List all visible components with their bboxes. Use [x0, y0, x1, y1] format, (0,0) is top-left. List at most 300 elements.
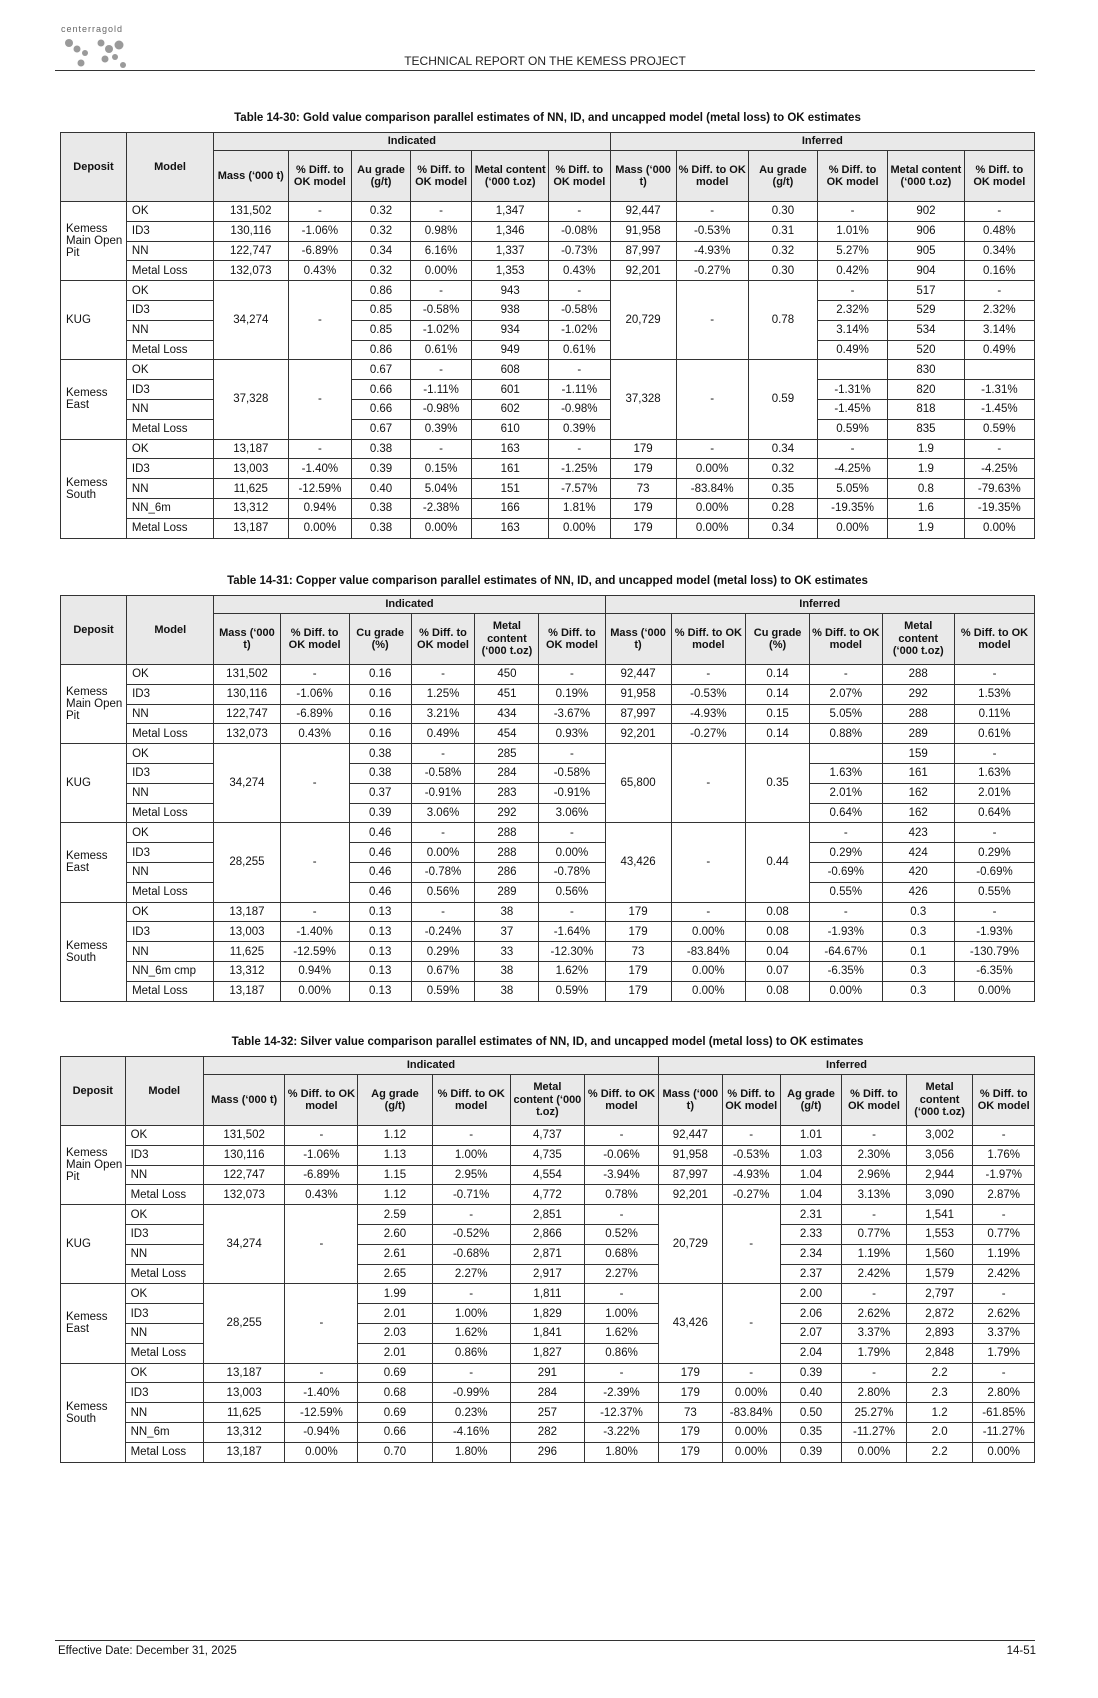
value-cell: 0.00%: [964, 518, 1034, 538]
value-cell: 0.00%: [280, 981, 349, 1001]
page-number: 14-51: [1006, 1645, 1036, 1657]
table-row: [61, 241, 1035, 261]
column-header-model: Model: [125, 1057, 203, 1126]
value-cell: 0.08: [746, 922, 810, 942]
table-row: [61, 862, 1035, 882]
table-row: [61, 724, 1035, 744]
column-header: % Diff. to OK model: [671, 614, 746, 665]
value-cell: -: [964, 439, 1034, 459]
value-cell: 2.00: [780, 1284, 841, 1304]
value-cell: 934: [472, 320, 549, 340]
deposit-cell: KUG: [61, 1205, 126, 1284]
value-cell: 2,893: [906, 1323, 973, 1343]
value-cell: 2,872: [906, 1304, 973, 1324]
model-cell: NN: [126, 399, 213, 419]
column-header: Metal content (‘000 t.oz): [906, 1075, 973, 1126]
page-header: [55, 18, 1035, 70]
model-cell: Metal Loss: [125, 1343, 203, 1363]
table-row: [61, 439, 1035, 459]
value-cell: -: [432, 1363, 510, 1383]
value-cell: 1,553: [906, 1224, 973, 1244]
value-cell: 0.59%: [817, 419, 887, 439]
value-cell: 132,073: [203, 1185, 285, 1205]
value-cell: 2,871: [510, 1244, 584, 1264]
model-cell: NN_6m: [126, 498, 213, 518]
model-cell: OK: [126, 360, 213, 380]
value-cell: -83.84%: [722, 1403, 780, 1423]
value-cell: 451: [475, 684, 539, 704]
value-cell: 0.00%: [285, 1442, 358, 1462]
value-cell: 4,735: [510, 1145, 584, 1165]
model-cell: NN: [127, 783, 214, 803]
value-cell: -: [288, 281, 352, 360]
value-cell: -3.94%: [584, 1165, 658, 1185]
value-cell: 0.43%: [280, 724, 349, 744]
value-cell: 0.00%: [410, 261, 472, 281]
value-cell: 2.2: [906, 1442, 973, 1462]
value-cell: -: [964, 281, 1034, 301]
table-caption: Table 14-32: Silver value comparison parallel estimates of NN, ID, and uncapped model (metal loss) to OK estimates: [231, 1036, 864, 1048]
table-row: [61, 1185, 1035, 1205]
value-cell: 0.66: [358, 1422, 432, 1442]
model-cell: Metal Loss: [127, 882, 214, 902]
model-cell: NN: [126, 320, 213, 340]
value-cell: 0.61%: [954, 724, 1034, 744]
value-cell: -: [817, 202, 887, 222]
value-cell: -12.59%: [285, 1403, 358, 1423]
value-cell: 2.32%: [817, 300, 887, 320]
deposit-cell: Kemess Main Open Pit: [61, 665, 127, 744]
value-cell: 38: [475, 902, 539, 922]
model-cell: Metal Loss: [126, 518, 213, 538]
column-header: Cu grade (%): [349, 614, 411, 665]
value-cell: 3,090: [906, 1185, 973, 1205]
value-cell: 3.37%: [842, 1323, 907, 1343]
value-cell: 2,944: [906, 1165, 973, 1185]
value-cell: 0.00%: [722, 1383, 780, 1403]
value-cell: -: [411, 665, 475, 685]
model-cell: Metal Loss: [127, 981, 214, 1001]
value-cell: 0.14: [746, 665, 810, 685]
value-cell: -: [810, 902, 882, 922]
value-cell: 0.38: [349, 763, 411, 783]
value-cell: 1.19%: [973, 1244, 1035, 1264]
value-cell: 0.00%: [842, 1442, 907, 1462]
value-cell: 0.64%: [954, 803, 1034, 823]
value-cell: -: [954, 744, 1034, 764]
value-cell: 0.19%: [539, 684, 605, 704]
model-cell: ID3: [126, 221, 213, 241]
value-cell: 423: [882, 823, 954, 843]
value-cell: 13,312: [203, 1422, 285, 1442]
value-cell: 0.70: [358, 1442, 432, 1462]
value-cell: 0.32: [352, 221, 410, 241]
value-cell: 0.94%: [288, 498, 352, 518]
table-row: [61, 380, 1035, 400]
value-cell: 1.62%: [539, 961, 605, 981]
value-cell: -: [411, 823, 475, 843]
value-cell: -: [584, 1363, 658, 1383]
column-header: Metal content (‘000 t.oz): [472, 151, 549, 202]
value-cell: 122,747: [214, 241, 288, 261]
value-cell: 2.32%: [964, 300, 1034, 320]
table-row: [61, 340, 1035, 360]
model-cell: ID3: [127, 922, 214, 942]
value-cell: 905: [888, 241, 965, 261]
model-cell: Metal Loss: [125, 1442, 203, 1462]
value-cell: 1.99: [358, 1284, 432, 1304]
value-cell: 0.46: [349, 843, 411, 863]
value-cell: 0.16%: [964, 261, 1034, 281]
value-cell: 0.48%: [964, 221, 1034, 241]
model-cell: OK: [125, 1126, 203, 1146]
deposit-cell: Kemess East: [61, 1284, 126, 1363]
table-caption: Table 14-31: Copper value comparison parallel estimates of NN, ID, and uncapped model (metal loss) to OK estimates: [227, 575, 868, 587]
value-cell: 0.46: [349, 862, 411, 882]
model-cell: Metal Loss: [127, 803, 214, 823]
value-cell: -: [973, 1205, 1035, 1225]
value-cell: -12.59%: [288, 479, 352, 499]
value-cell: 1,827: [510, 1343, 584, 1363]
value-cell: 2.34: [780, 1244, 841, 1264]
value-cell: -4.93%: [722, 1165, 780, 1185]
value-cell: 151: [472, 479, 549, 499]
value-cell: 1,579: [906, 1264, 973, 1284]
table-row: [61, 518, 1035, 538]
column-header: % Diff. to OK model: [842, 1075, 907, 1126]
value-cell: 0.00%: [810, 981, 882, 1001]
value-cell: -6.89%: [288, 241, 352, 261]
value-cell: 38: [475, 961, 539, 981]
value-cell: 0.34: [748, 439, 817, 459]
value-cell: 529: [888, 300, 965, 320]
column-header: % Diff. to OK model: [954, 614, 1034, 665]
value-cell: 0.52%: [584, 1224, 658, 1244]
value-cell: 2.01: [358, 1304, 432, 1324]
value-cell: 3.14%: [964, 320, 1034, 340]
column-header: Metal content (‘000 t.oz): [888, 151, 965, 202]
value-cell: 92,201: [610, 261, 676, 281]
table-row: [61, 320, 1035, 340]
value-cell: 0.29%: [810, 843, 882, 863]
table-row: [61, 419, 1035, 439]
value-cell: 0.08: [746, 902, 810, 922]
value-cell: 2.65: [358, 1264, 432, 1284]
value-cell: -0.53%: [671, 684, 746, 704]
value-cell: 0.49%: [964, 340, 1034, 360]
table-row: [61, 261, 1035, 281]
value-cell: 0.08: [746, 981, 810, 1001]
value-cell: 2.07: [780, 1323, 841, 1343]
value-cell: 1.00%: [432, 1145, 510, 1165]
value-cell: 2.33: [780, 1224, 841, 1244]
group-header-indicated: Indicated: [214, 596, 605, 614]
value-cell: 13,312: [214, 961, 280, 981]
table-row: [61, 744, 1035, 764]
column-header: Mass (‘000 t): [605, 614, 671, 665]
value-cell: 0.00%: [288, 518, 352, 538]
model-cell: NN: [126, 479, 213, 499]
value-cell: 0.85: [352, 320, 410, 340]
model-cell: ID3: [125, 1224, 203, 1244]
value-cell: 37,328: [214, 360, 288, 439]
value-cell: 0.66: [352, 380, 410, 400]
value-cell: 0.00%: [676, 498, 748, 518]
value-cell: 0.86: [352, 281, 410, 301]
value-cell: 122,747: [203, 1165, 285, 1185]
value-cell: 0.00%: [539, 843, 605, 863]
value-cell: 87,997: [659, 1165, 723, 1185]
value-cell: -: [817, 281, 887, 301]
value-cell: 0.34: [352, 241, 410, 261]
value-cell: 161: [472, 459, 549, 479]
model-cell: OK: [127, 665, 214, 685]
value-cell: 282: [510, 1422, 584, 1442]
value-cell: 92,447: [610, 202, 676, 222]
value-cell: 1,337: [472, 241, 549, 261]
value-cell: 0.42%: [817, 261, 887, 281]
gold-comparison-table-block: [60, 112, 1035, 539]
value-cell: -2.38%: [410, 498, 472, 518]
value-cell: 608: [472, 360, 549, 380]
value-cell: 3.37%: [973, 1323, 1035, 1343]
value-cell: 179: [610, 498, 676, 518]
value-cell: 0.34: [748, 518, 817, 538]
value-cell: -12.59%: [280, 942, 349, 962]
value-cell: -0.27%: [671, 724, 746, 744]
silver-comparison-table-block: [60, 1036, 1035, 1463]
value-cell: 0.07: [746, 961, 810, 981]
value-cell: -: [288, 360, 352, 439]
value-cell: 130,116: [214, 684, 280, 704]
value-cell: 5.05%: [817, 479, 887, 499]
value-cell: 1.13: [358, 1145, 432, 1165]
value-cell: 0.3: [882, 961, 954, 981]
value-cell: [817, 360, 887, 380]
value-cell: 0.00%: [671, 922, 746, 942]
value-cell: -: [722, 1205, 780, 1284]
value-cell: -1.02%: [548, 320, 610, 340]
table-row: [61, 803, 1035, 823]
value-cell: 610: [472, 419, 549, 439]
column-header: Au grade (g/t): [748, 151, 817, 202]
value-cell: 0.38: [352, 439, 410, 459]
value-cell: -4.93%: [676, 241, 748, 261]
value-cell: -: [548, 439, 610, 459]
value-cell: 0.44: [746, 823, 810, 902]
deposit-cell: Kemess East: [61, 823, 127, 902]
value-cell: -: [539, 744, 605, 764]
value-cell: 0.14: [746, 724, 810, 744]
value-cell: 2.0: [906, 1422, 973, 1442]
value-cell: 0.00%: [973, 1442, 1035, 1462]
value-cell: 6.16%: [410, 241, 472, 261]
value-cell: 131,502: [214, 665, 280, 685]
value-cell: 2.06: [780, 1304, 841, 1324]
table-row: [61, 843, 1035, 863]
table-row: [61, 479, 1035, 499]
group-header-indicated: Indicated: [214, 133, 611, 151]
deposit-cell: Kemess South: [61, 902, 127, 1001]
value-cell: 130,116: [203, 1145, 285, 1165]
value-cell: 0.85: [352, 300, 410, 320]
value-cell: 906: [888, 221, 965, 241]
value-cell: -0.52%: [432, 1224, 510, 1244]
table-row: [61, 763, 1035, 783]
value-cell: -1.06%: [280, 684, 349, 704]
value-cell: -: [548, 360, 610, 380]
value-cell: 1.12: [358, 1185, 432, 1205]
value-cell: 0.40: [352, 479, 410, 499]
model-cell: NN: [125, 1244, 203, 1264]
value-cell: 291: [510, 1363, 584, 1383]
value-cell: 13,312: [214, 498, 288, 518]
value-cell: 0.15%: [410, 459, 472, 479]
value-cell: 0.78%: [584, 1185, 658, 1205]
value-cell: 43,426: [659, 1284, 723, 1363]
value-cell: 0.00%: [722, 1442, 780, 1462]
report-title: TECHNICAL REPORT ON THE KEMESS PROJECT: [404, 54, 686, 68]
model-cell: Metal Loss: [126, 340, 213, 360]
value-cell: 2.27%: [432, 1264, 510, 1284]
value-cell: 2.80%: [842, 1383, 907, 1403]
footer-rule: [55, 1640, 1035, 1641]
value-cell: 1.62%: [584, 1323, 658, 1343]
table-row: [61, 823, 1035, 843]
value-cell: 73: [605, 942, 671, 962]
value-cell: 2.60: [358, 1224, 432, 1244]
value-cell: 0.55%: [810, 882, 882, 902]
value-cell: 0.11%: [954, 704, 1034, 724]
value-cell: -: [722, 1363, 780, 1383]
value-cell: 288: [882, 665, 954, 685]
value-cell: 602: [472, 399, 549, 419]
value-cell: 2.87%: [973, 1185, 1035, 1205]
deposit-cell: Kemess Main Open Pit: [61, 202, 127, 281]
model-cell: OK: [126, 439, 213, 459]
value-cell: 1,560: [906, 1244, 973, 1264]
value-cell: -0.27%: [676, 261, 748, 281]
value-cell: -0.78%: [411, 862, 475, 882]
deposit-cell: Kemess South: [61, 439, 127, 538]
value-cell: 2.04: [780, 1343, 841, 1363]
value-cell: 283: [475, 783, 539, 803]
value-cell: 179: [659, 1442, 723, 1462]
value-cell: 2.2: [906, 1363, 973, 1383]
value-cell: -: [671, 902, 746, 922]
value-cell: 2.07%: [810, 684, 882, 704]
value-cell: 1.04: [780, 1185, 841, 1205]
value-cell: 3.21%: [411, 704, 475, 724]
value-cell: -0.69%: [810, 862, 882, 882]
value-cell: 0.86%: [584, 1343, 658, 1363]
value-cell: 257: [510, 1403, 584, 1423]
value-cell: 179: [605, 922, 671, 942]
value-cell: 0.94%: [280, 961, 349, 981]
group-header-inferred: Inferred: [659, 1057, 1035, 1075]
value-cell: 1.9: [888, 518, 965, 538]
value-cell: 902: [888, 202, 965, 222]
value-cell: 0.46: [349, 823, 411, 843]
value-cell: 179: [659, 1363, 723, 1383]
value-cell: -0.71%: [432, 1185, 510, 1205]
table-row: [61, 1145, 1035, 1165]
value-cell: 34,274: [214, 744, 280, 823]
value-cell: 534: [888, 320, 965, 340]
table-row: [61, 1126, 1035, 1146]
value-cell: -130.79%: [954, 942, 1034, 962]
model-cell: Metal Loss: [125, 1185, 203, 1205]
value-cell: 1,353: [472, 261, 549, 281]
model-cell: NN: [127, 704, 214, 724]
value-cell: -: [285, 1363, 358, 1383]
value-cell: 2.59: [358, 1205, 432, 1225]
value-cell: -: [539, 665, 605, 685]
model-cell: NN_6m cmp: [127, 961, 214, 981]
value-cell: 0.16: [349, 724, 411, 744]
value-cell: 289: [475, 882, 539, 902]
table-row: [61, 1165, 1035, 1185]
value-cell: 0.46: [349, 882, 411, 902]
value-cell: 73: [659, 1403, 723, 1423]
model-cell: OK: [125, 1284, 203, 1304]
value-cell: -: [285, 1205, 358, 1284]
value-cell: -: [285, 1284, 358, 1363]
value-cell: 5.27%: [817, 241, 887, 261]
value-cell: 1.63%: [954, 763, 1034, 783]
value-cell: 420: [882, 862, 954, 882]
value-cell: 2.62%: [973, 1304, 1035, 1324]
deposit-cell: KUG: [61, 744, 127, 823]
value-cell: 943: [472, 281, 549, 301]
value-cell: 0.13: [349, 922, 411, 942]
value-cell: 0.55%: [954, 882, 1034, 902]
value-cell: -: [954, 665, 1034, 685]
value-cell: 1.15: [358, 1165, 432, 1185]
value-cell: 1.01: [780, 1126, 841, 1146]
column-header: Mass (‘000 t): [214, 614, 280, 665]
value-cell: -0.24%: [411, 922, 475, 942]
table-row: [61, 459, 1035, 479]
logo-wordmark: centerragold: [61, 24, 124, 34]
value-cell: 179: [659, 1383, 723, 1403]
value-cell: 65,800: [605, 744, 671, 823]
value-cell: 289: [882, 724, 954, 744]
value-cell: 161: [882, 763, 954, 783]
value-cell: 13,003: [214, 459, 288, 479]
value-cell: 0.34%: [964, 241, 1034, 261]
column-header: % Diff. to OK model: [288, 151, 352, 202]
table-row: [61, 704, 1035, 724]
value-cell: -: [842, 1284, 907, 1304]
value-cell: -4.25%: [817, 459, 887, 479]
table-row: [61, 202, 1035, 222]
value-cell: 34,274: [214, 281, 288, 360]
value-cell: -0.78%: [539, 862, 605, 882]
value-cell: 0.38: [349, 744, 411, 764]
value-cell: 0.59: [748, 360, 817, 439]
value-cell: -: [432, 1284, 510, 1304]
value-cell: 0.50: [780, 1403, 841, 1423]
value-cell: 92,447: [605, 665, 671, 685]
column-header-model: Model: [126, 133, 213, 202]
value-cell: 5.05%: [810, 704, 882, 724]
value-cell: 0.93%: [539, 724, 605, 744]
column-header: % Diff. to OK model: [964, 151, 1034, 202]
value-cell: 92,201: [659, 1185, 723, 1205]
value-cell: 91,958: [659, 1145, 723, 1165]
value-cell: 520: [888, 340, 965, 360]
